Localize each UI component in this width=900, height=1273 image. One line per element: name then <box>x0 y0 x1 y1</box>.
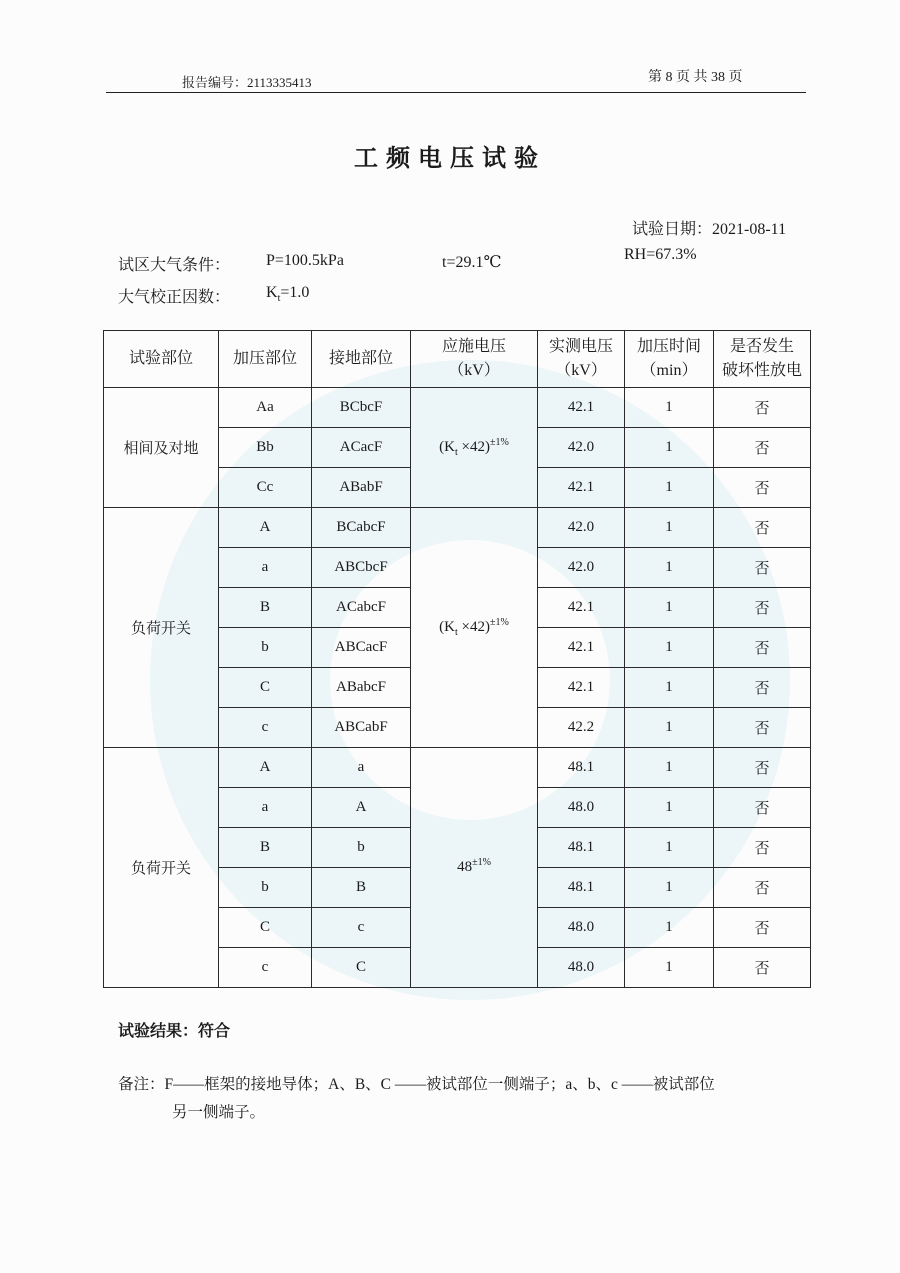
apply-cell: Aa <box>219 388 312 428</box>
applied-voltage-cell <box>411 508 538 748</box>
ground-cell: ACacF <box>312 428 411 468</box>
duration-cell: 1 <box>625 668 714 708</box>
report-number: 报告编号：2113335413 <box>182 75 312 90</box>
apply-cell: a <box>219 788 312 828</box>
discharge-cell: 否 <box>714 948 811 988</box>
discharge-cell: 否 <box>714 508 811 548</box>
formula-sup: ±1% <box>490 437 509 448</box>
header-label: 是否发生 破坏性放电 <box>721 338 802 379</box>
apply-cell: a <box>219 548 312 588</box>
ground-cell: c <box>312 908 411 948</box>
discharge-cell: 否 <box>714 468 811 508</box>
header-cell <box>312 331 411 388</box>
formula-mid: ×42) <box>457 619 490 635</box>
ground-cell: ABCacF <box>312 628 411 668</box>
note-line-2: 另一侧端子。 <box>172 1104 266 1121</box>
measured-voltage-cell: 48.1 <box>538 828 625 868</box>
formula-pre: (K <box>439 619 455 635</box>
measured-voltage-cell: 42.0 <box>538 508 625 548</box>
pressure-value: P=100.5kPa <box>266 252 344 269</box>
discharge-cell: 否 <box>714 428 811 468</box>
ground-cell: B <box>312 868 411 908</box>
measured-voltage-cell: 42.1 <box>538 468 625 508</box>
formula-sup: ±1% <box>490 617 509 628</box>
apply-cell: Bb <box>219 428 312 468</box>
measured-voltage-cell: 48.1 <box>538 868 625 908</box>
apply-cell: b <box>219 868 312 908</box>
discharge-cell: 否 <box>714 828 811 868</box>
correction-label: 大气校正因数： <box>118 289 231 306</box>
ground-cell: a <box>312 748 411 788</box>
apply-cell: C <box>219 908 312 948</box>
discharge-cell: 否 <box>714 708 811 748</box>
measured-voltage-cell: 48.1 <box>538 748 625 788</box>
ground-cell: BCabcF <box>312 508 411 548</box>
table-row <box>104 748 811 788</box>
header-cell <box>538 331 625 388</box>
header-label: 试验部位 <box>128 350 193 367</box>
measured-voltage-cell: 48.0 <box>538 948 625 988</box>
measured-voltage-cell: 48.0 <box>538 788 625 828</box>
correction-factor: $K_t=1.0$ <box>266 284 310 305</box>
formula-pre: (K <box>439 439 455 455</box>
header-label: 接地部位 <box>328 350 393 367</box>
conditions-label: 试区大气条件： <box>118 257 231 274</box>
header-label: 应施电压 （kV） <box>441 338 506 379</box>
duration-cell: 1 <box>625 788 714 828</box>
duration-cell: 1 <box>625 868 714 908</box>
discharge-cell: 否 <box>714 548 811 588</box>
formula-sub: t <box>455 447 458 458</box>
ground-cell: ABabF <box>312 468 411 508</box>
apply-cell: b <box>219 628 312 668</box>
duration-cell: 1 <box>625 388 714 428</box>
discharge-cell: 否 <box>714 588 811 628</box>
duration-cell: 1 <box>625 908 714 948</box>
formula-sub: t <box>455 627 458 638</box>
measured-voltage-cell: 48.0 <box>538 908 625 948</box>
discharge-cell: 否 <box>714 868 811 908</box>
measured-voltage-cell: 42.2 <box>538 708 625 748</box>
test-date: 试验日期：2021-08-11 <box>632 221 787 238</box>
discharge-cell: 否 <box>714 908 811 948</box>
measured-voltage-cell: 42.0 <box>538 548 625 588</box>
measured-voltage-cell: 42.1 <box>538 668 625 708</box>
page-info: 第 8 页 共 38 页 <box>648 70 743 85</box>
table-row <box>104 388 811 428</box>
measured-voltage-cell: 42.1 <box>538 388 625 428</box>
duration-cell: 1 <box>625 628 714 668</box>
apply-cell: Cc <box>219 468 312 508</box>
formula-sup: ±1% <box>472 857 491 868</box>
formula-mid: ×42) <box>457 439 490 455</box>
duration-cell: 1 <box>625 548 714 588</box>
test-part-cell: 负荷开关 <box>104 508 219 748</box>
apply-cell: c <box>219 708 312 748</box>
ground-cell: BCbcF <box>312 388 411 428</box>
table-header-row <box>104 331 811 388</box>
apply-cell: c <box>219 948 312 988</box>
header-divider <box>106 92 806 93</box>
test-result: 试验结果：符合 <box>118 1021 231 1040</box>
applied-voltage-cell <box>411 388 538 508</box>
ground-cell: ABCabF <box>312 708 411 748</box>
measured-voltage-cell: 42.1 <box>538 628 625 668</box>
apply-cell: A <box>219 508 312 548</box>
duration-cell: 1 <box>625 508 714 548</box>
test-part-cell: 负荷开关 <box>104 748 219 988</box>
temperature-value: t=29.1℃ <box>442 254 502 271</box>
discharge-cell: 否 <box>714 628 811 668</box>
formula-pre: 48 <box>457 859 473 875</box>
ground-cell: C <box>312 948 411 988</box>
duration-cell: 1 <box>625 468 714 508</box>
page-title: 工频电压试验 <box>354 144 546 172</box>
header-label: 实测电压 （kV） <box>548 338 613 379</box>
test-table <box>103 330 811 988</box>
measured-voltage-cell: 42.1 <box>538 588 625 628</box>
discharge-cell: 否 <box>714 668 811 708</box>
ground-cell: ABabcF <box>312 668 411 708</box>
apply-cell: B <box>219 828 312 868</box>
ground-cell: b <box>312 828 411 868</box>
duration-cell: 1 <box>625 948 714 988</box>
header-cell <box>411 331 538 388</box>
duration-cell: 1 <box>625 748 714 788</box>
discharge-cell: 否 <box>714 748 811 788</box>
duration-cell: 1 <box>625 588 714 628</box>
ground-cell: A <box>312 788 411 828</box>
duration-cell: 1 <box>625 428 714 468</box>
discharge-cell: 否 <box>714 788 811 828</box>
header-cell <box>625 331 714 388</box>
header-cell <box>104 331 219 388</box>
humidity-value: RH=67.3% <box>624 246 697 263</box>
header-label: 加压时间 （min） <box>636 338 701 379</box>
note-line-1: 备注：F——框架的接地导体；A、B、C ——被试部位一侧端子；a、b、c ——被试部位 <box>118 1076 715 1093</box>
measured-voltage-cell: 42.0 <box>538 428 625 468</box>
applied-voltage-cell <box>411 748 538 988</box>
header-cell <box>219 331 312 388</box>
apply-cell: A <box>219 748 312 788</box>
apply-cell: B <box>219 588 312 628</box>
duration-cell: 1 <box>625 708 714 748</box>
ground-cell: ABCbcF <box>312 548 411 588</box>
discharge-cell: 否 <box>714 388 811 428</box>
header-label: 加压部位 <box>232 350 297 367</box>
header-cell <box>714 331 811 388</box>
apply-cell: C <box>219 668 312 708</box>
ground-cell: ACabcF <box>312 588 411 628</box>
table-row <box>104 508 811 548</box>
test-part-cell: 相间及对地 <box>104 388 219 508</box>
duration-cell: 1 <box>625 828 714 868</box>
